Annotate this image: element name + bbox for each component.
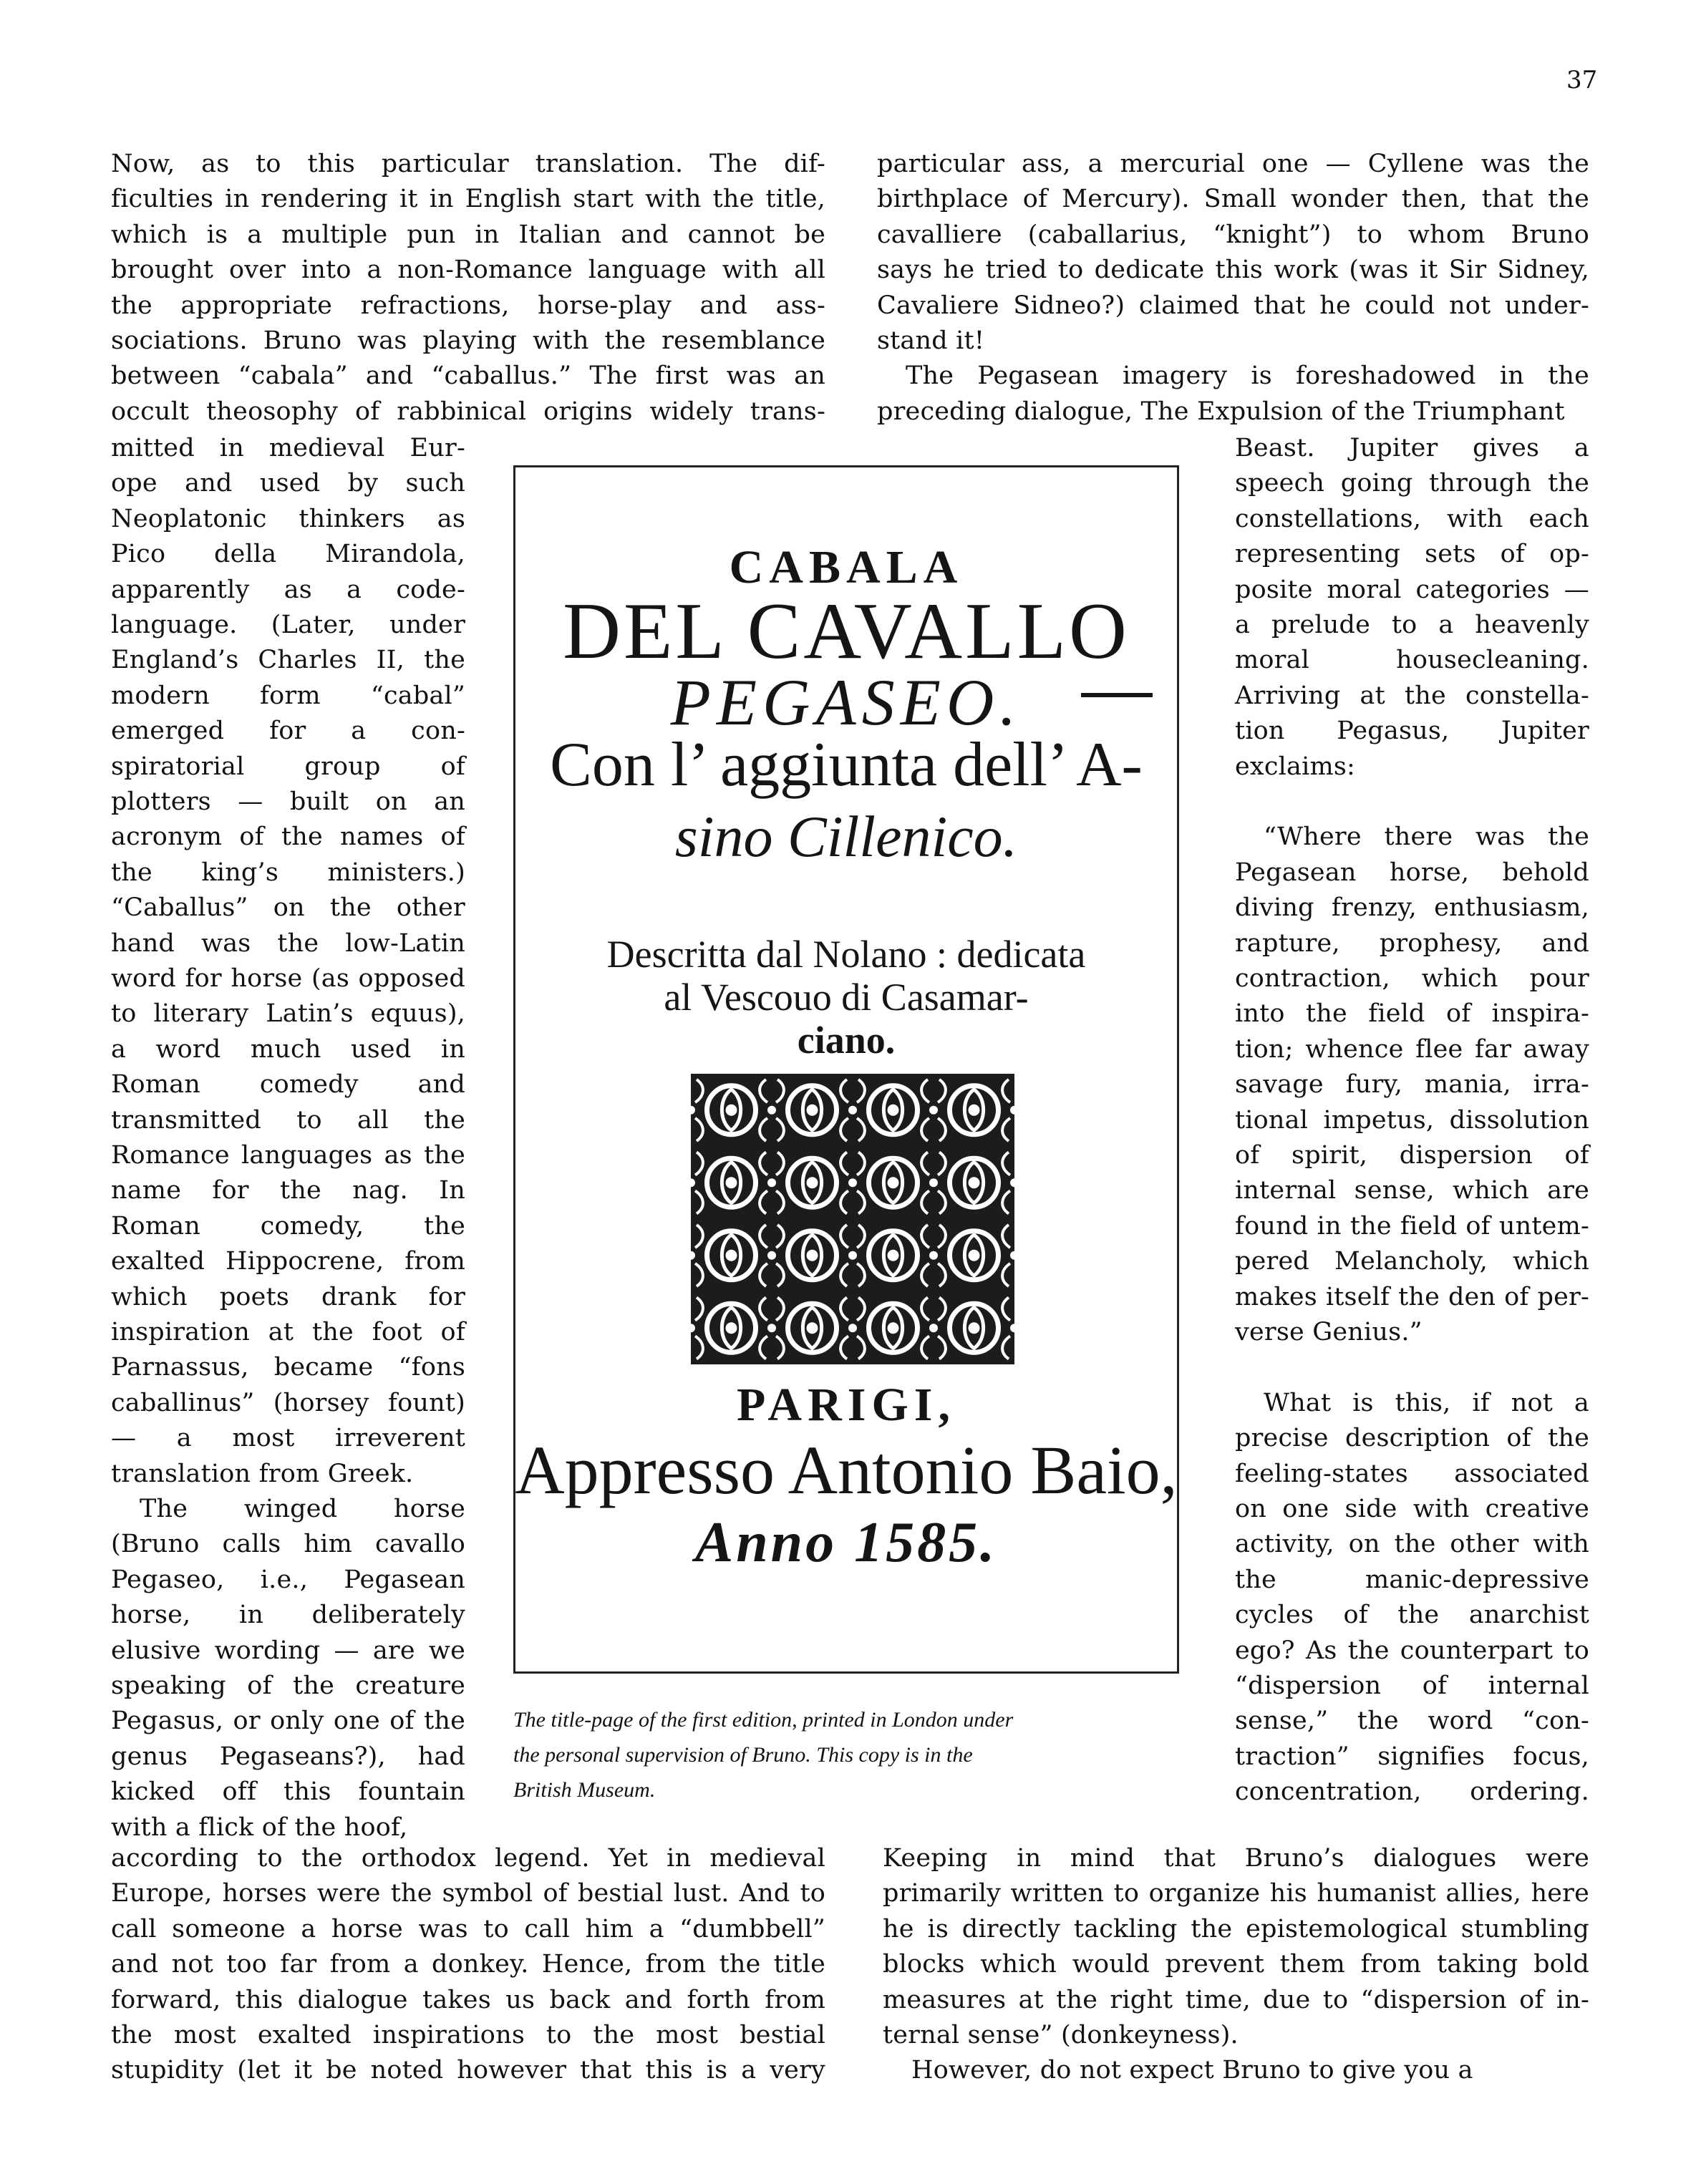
- text-line: call someone a horse was to call him a “dumbbell”: [111, 1914, 825, 1943]
- text-line: according to the orthodox legend. Yet in medieval: [111, 1844, 825, 1873]
- text-line: particular ass, a mercurial one — Cyllene was the: [877, 150, 1589, 178]
- text-line: Arriving at the constella-: [1235, 681, 1589, 710]
- text-line: Roman comedy and: [111, 1070, 465, 1100]
- title-page-line-cillenico: sino Cillenico.: [674, 804, 1018, 869]
- title-page-line-ciano: ciano.: [797, 1019, 896, 1062]
- title-page-line-appresso: Appresso Antonio Baio,: [515, 1432, 1178, 1508]
- text-line: language. (Later, under: [111, 611, 465, 639]
- text-line: says he tried to dedicate this work (was it Sir Sidney,: [877, 256, 1589, 285]
- text-line: stupidity (let it be noted however that this is a very: [111, 2056, 825, 2085]
- text-line: Pegasus, or only one of the: [111, 1707, 465, 1736]
- text-line: “dispersion of internal: [1235, 1671, 1589, 1700]
- text-line: speaking of the creature: [111, 1671, 465, 1700]
- text-line: representing sets of op-: [1235, 540, 1589, 569]
- text-line: Parnassus, became “fons: [111, 1353, 465, 1382]
- text-line: rapture, prophesy, and: [1235, 928, 1589, 958]
- text-line: stand it!: [877, 326, 985, 355]
- text-line: apparently as a code-: [111, 575, 465, 604]
- title-page-line-pegaseo: PEGASEO.: [670, 666, 1022, 739]
- text-line: exclaims:: [1235, 752, 1356, 781]
- text-line: on one side with creative: [1235, 1495, 1589, 1523]
- figure-caption-line: The title-page of the first edition, printed in London under: [513, 1708, 1014, 1732]
- text-line: caballinus” (horsey fount): [111, 1388, 465, 1417]
- text-line: However, do not expect Bruno to give you a: [911, 2056, 1473, 2085]
- text-line: forward, this dialogue takes us back and forth from: [111, 1985, 825, 2014]
- text-line: found in the field of untem-: [1235, 1211, 1589, 1241]
- text-line: Pegasean horse, behold: [1235, 858, 1589, 887]
- text-line: England’s Charles II, the: [111, 646, 465, 675]
- text-line: concentration, ordering.: [1235, 1777, 1589, 1807]
- text-line: the appropriate refractions, horse-play and ass-: [111, 291, 825, 320]
- text-line: genus Pegaseans?), had: [111, 1742, 465, 1771]
- text-line: hand was the low-Latin: [111, 928, 465, 958]
- text-line: constellations, with each: [1235, 504, 1589, 533]
- text-line: plotters — built on an: [111, 787, 465, 816]
- text-line: The Pegasean imagery is foreshadowed in the: [906, 361, 1589, 391]
- text-line: of spirit, dispersion of: [1235, 1141, 1589, 1170]
- title-page-dash: [1081, 693, 1153, 697]
- text-line: internal sense, which are: [1235, 1176, 1589, 1205]
- text-line: contraction, which pour: [1235, 964, 1589, 993]
- text-line: traction” signifies focus,: [1235, 1742, 1589, 1771]
- title-page-line-descritta: Descritta dal Nolano : dedicata: [606, 933, 1086, 976]
- text-line: horse, in deliberately: [111, 1601, 465, 1630]
- text-line: speech going through the: [1235, 469, 1589, 498]
- text-line: transmitted to all the: [111, 1105, 465, 1135]
- text-line: the king’s ministers.): [111, 858, 465, 887]
- text-line: ope and used by such: [111, 469, 465, 498]
- text-line: between “cabala” and “caballus.” The first was an: [111, 361, 825, 391]
- text-line: acronym of the names of: [111, 822, 465, 852]
- text-line: preceding dialogue, The Expulsion of the Triumphant: [877, 397, 1565, 426]
- text-line: translation from Greek.: [111, 1459, 414, 1488]
- text-line: What is this, if not a: [1264, 1388, 1589, 1417]
- text-line: feeling-states associated: [1235, 1459, 1589, 1488]
- text-line: ego? As the counterpart to: [1235, 1636, 1589, 1665]
- text-line: with a flick of the hoof,: [111, 1812, 408, 1842]
- text-line: occult theosophy of rabbinical origins widely trans-: [111, 397, 825, 426]
- text-line: which poets drank for: [111, 1282, 465, 1311]
- text-line: sociations. Bruno was playing with the resemblance: [111, 326, 825, 355]
- text-line: word for horse (as opposed: [111, 964, 465, 993]
- text-line: a prelude to a heavenly: [1235, 611, 1589, 639]
- text-line: Cavaliere Sidneo?) claimed that he could not under-: [877, 291, 1589, 320]
- text-line: makes itself the den of per-: [1235, 1282, 1589, 1311]
- text-line: activity, on the other with: [1235, 1530, 1589, 1559]
- text-line: “Where there was the: [1264, 822, 1589, 852]
- text-line: cycles of the anarchist: [1235, 1601, 1589, 1630]
- page-number: 37: [1566, 66, 1598, 94]
- text-line: Neoplatonic thinkers as: [111, 504, 465, 533]
- text-line: primarily written to organize his humanist allies, here: [883, 1879, 1589, 1908]
- text-line: modern form “cabal”: [111, 681, 465, 710]
- text-line: savage fury, mania, irra-: [1235, 1070, 1589, 1100]
- text-line: tion; whence flee far away: [1235, 1034, 1589, 1064]
- text-line: brought over into a non-Romance language with all: [111, 256, 825, 285]
- text-line: Romance languages as the: [111, 1141, 465, 1170]
- text-line: into the field of inspira-: [1235, 999, 1589, 1029]
- text-line: verse Genius.”: [1235, 1318, 1423, 1346]
- text-line: blocks which would prevent them from taking bold: [883, 1950, 1589, 1979]
- text-line: name for the nag. In: [111, 1176, 465, 1205]
- text-line: Now, as to this particular translation. The dif-: [111, 150, 825, 178]
- text-line: spiratorial group of: [111, 752, 465, 781]
- text-line: Europe, horses were the symbol of bestial lust. And to: [111, 1879, 825, 1908]
- figure-caption-line: the personal supervision of Bruno. This copy is in the: [513, 1743, 973, 1767]
- text-line: (Bruno calls him cavallo: [111, 1530, 465, 1559]
- text-line: to literary Latin’s equus),: [111, 999, 465, 1029]
- text-line: precise description of the: [1235, 1424, 1589, 1453]
- title-page-line-aggiunta: Con l’ aggiunta dell’ A-: [550, 730, 1143, 800]
- text-line: diving frenzy, enthusiasm,: [1235, 893, 1589, 923]
- title-page-line-cabala: CABALA: [729, 541, 964, 593]
- printer-ornament-block: [691, 1074, 1014, 1364]
- text-line: a word much used in: [111, 1034, 465, 1064]
- title-page-line-parigi: PARIGI,: [737, 1379, 956, 1431]
- text-line: Pico della Mirandola,: [111, 540, 465, 569]
- text-line: measures at the right time, due to “dispersion of in-: [883, 1985, 1589, 2014]
- text-line: mitted in medieval Eur-: [111, 434, 465, 462]
- text-line: tional impetus, dissolution: [1235, 1105, 1589, 1135]
- text-line: kicked off this fountain: [111, 1777, 465, 1807]
- text-line: posite moral categories —: [1235, 575, 1589, 604]
- text-line: sense,” the word “con-: [1235, 1707, 1589, 1736]
- text-line: Beast. Jupiter gives a: [1235, 434, 1589, 462]
- text-line: pered Melancholy, which: [1235, 1247, 1589, 1276]
- text-line: cavalliere (caballarius, “knight”) to whom Bruno: [877, 220, 1589, 249]
- text-line: birthplace of Mercury). Small wonder then, that the: [877, 185, 1589, 214]
- text-line: ficulties in rendering it in English start with the title,: [111, 185, 825, 214]
- text-line: moral housecleaning.: [1235, 646, 1589, 675]
- text-line: ternal sense” (donkeyness).: [883, 2021, 1239, 2049]
- text-line: Keeping in mind that Bruno’s dialogues were: [883, 1844, 1589, 1873]
- text-line: he is directly tackling the epistemological stumbling: [883, 1914, 1589, 1943]
- text-line: emerged for a con-: [111, 717, 465, 746]
- text-line: The winged horse: [140, 1495, 465, 1523]
- title-page-line-vescouo: al Vescouo di Casamar-: [664, 976, 1029, 1019]
- text-line: Pegaseo, i.e., Pegasean: [111, 1565, 465, 1594]
- text-line: and not too far from a donkey. Hence, from the title: [111, 1950, 825, 1979]
- figure-caption-line: British Museum.: [513, 1778, 656, 1802]
- text-line: inspiration at the foot of: [111, 1318, 465, 1346]
- text-line: the most exalted inspirations to the most bestial: [111, 2021, 825, 2049]
- text-line: the manic-depressive: [1235, 1565, 1589, 1594]
- text-line: Roman comedy, the: [111, 1211, 465, 1241]
- text-line: — a most irreverent: [111, 1424, 465, 1453]
- text-line: “Caballus” on the other: [111, 893, 465, 923]
- text-line: elusive wording — are we: [111, 1636, 465, 1665]
- text-line: tion Pegasus, Jupiter: [1235, 717, 1589, 746]
- title-page-line-anno: Anno 1585.: [694, 1511, 998, 1574]
- text-line: which is a multiple pun in Italian and cannot be: [111, 220, 825, 249]
- title-page-line-del-cavallo: DEL CAVALLO: [563, 587, 1130, 676]
- text-line: exalted Hippocrene, from: [111, 1247, 465, 1276]
